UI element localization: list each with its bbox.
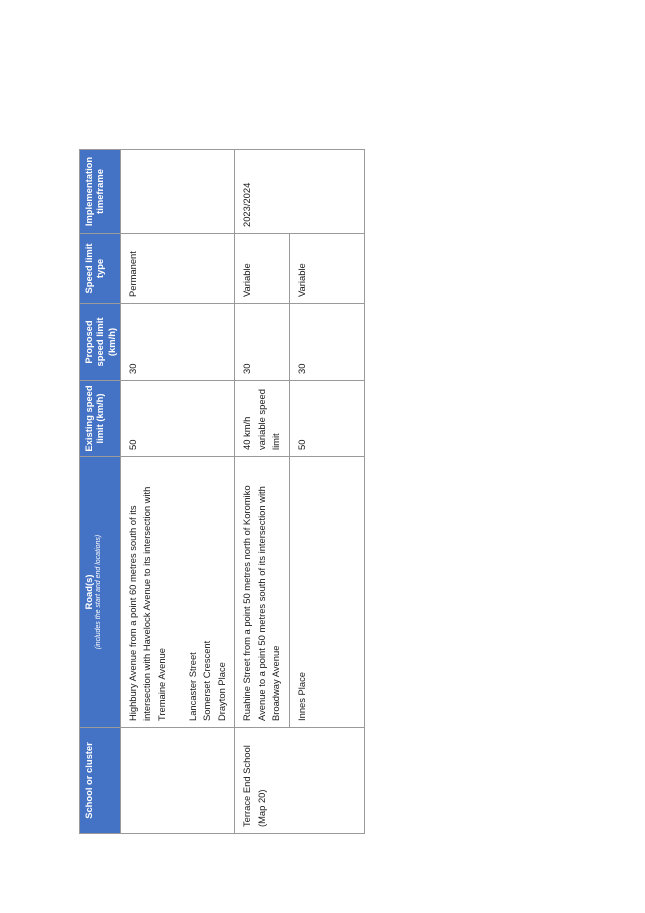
header-timeframe: Implementation timeframe xyxy=(80,150,121,234)
header-existing: Existing speed limit (km/h) xyxy=(80,381,121,457)
cell-existing: 40 km/h variable speed limit xyxy=(235,381,290,457)
cell-school xyxy=(120,728,234,834)
cell-road xyxy=(120,457,234,728)
header-proposed: Proposed speed limit (km/h) xyxy=(80,304,121,381)
cell-existing: 50 xyxy=(120,381,234,457)
cell-proposed: 30 xyxy=(235,304,290,381)
header-road-title: Road(s) xyxy=(83,574,94,610)
road-extra-3: Drayton Place xyxy=(215,662,227,721)
header-road xyxy=(80,457,121,728)
speed-limit-table xyxy=(79,149,365,834)
cell-type: Variable xyxy=(290,234,365,304)
road-main-text: Highbury Avenue from a point 60 metres south of its intersection with Havelock Avenue to its intersection with Tremaine Avenue xyxy=(126,486,167,721)
header-road-subtitle: (includes the start and end locations) xyxy=(95,534,103,650)
header-school: School or cluster xyxy=(80,728,121,834)
cell-type: Permanent xyxy=(120,234,234,304)
road-extra-1: Lancaster Street xyxy=(186,652,198,721)
speed-limit-table-rotated xyxy=(79,150,365,834)
cell-proposed: 30 xyxy=(290,304,365,381)
cell-timeframe xyxy=(120,150,234,234)
cell-road: Innes Place xyxy=(290,457,365,728)
cell-type: Variable xyxy=(235,234,290,304)
road-extra-2: Somerset Crescent xyxy=(201,640,213,721)
cell-existing: 50 xyxy=(290,381,365,457)
header-type: Speed limit type xyxy=(80,234,121,304)
header-row xyxy=(80,150,121,834)
cell-school: Terrace End School (Map 20) xyxy=(235,728,365,834)
cell-proposed: 30 xyxy=(120,304,234,381)
table-row xyxy=(120,150,234,834)
cell-timeframe: 2023/2024 xyxy=(235,150,365,234)
table-row xyxy=(235,150,290,834)
cell-road: Ruahine Street from a point 50 metres north of Koromiko Avenue to a point 50 metres south of its intersection with Broadway Avenue xyxy=(235,457,290,728)
